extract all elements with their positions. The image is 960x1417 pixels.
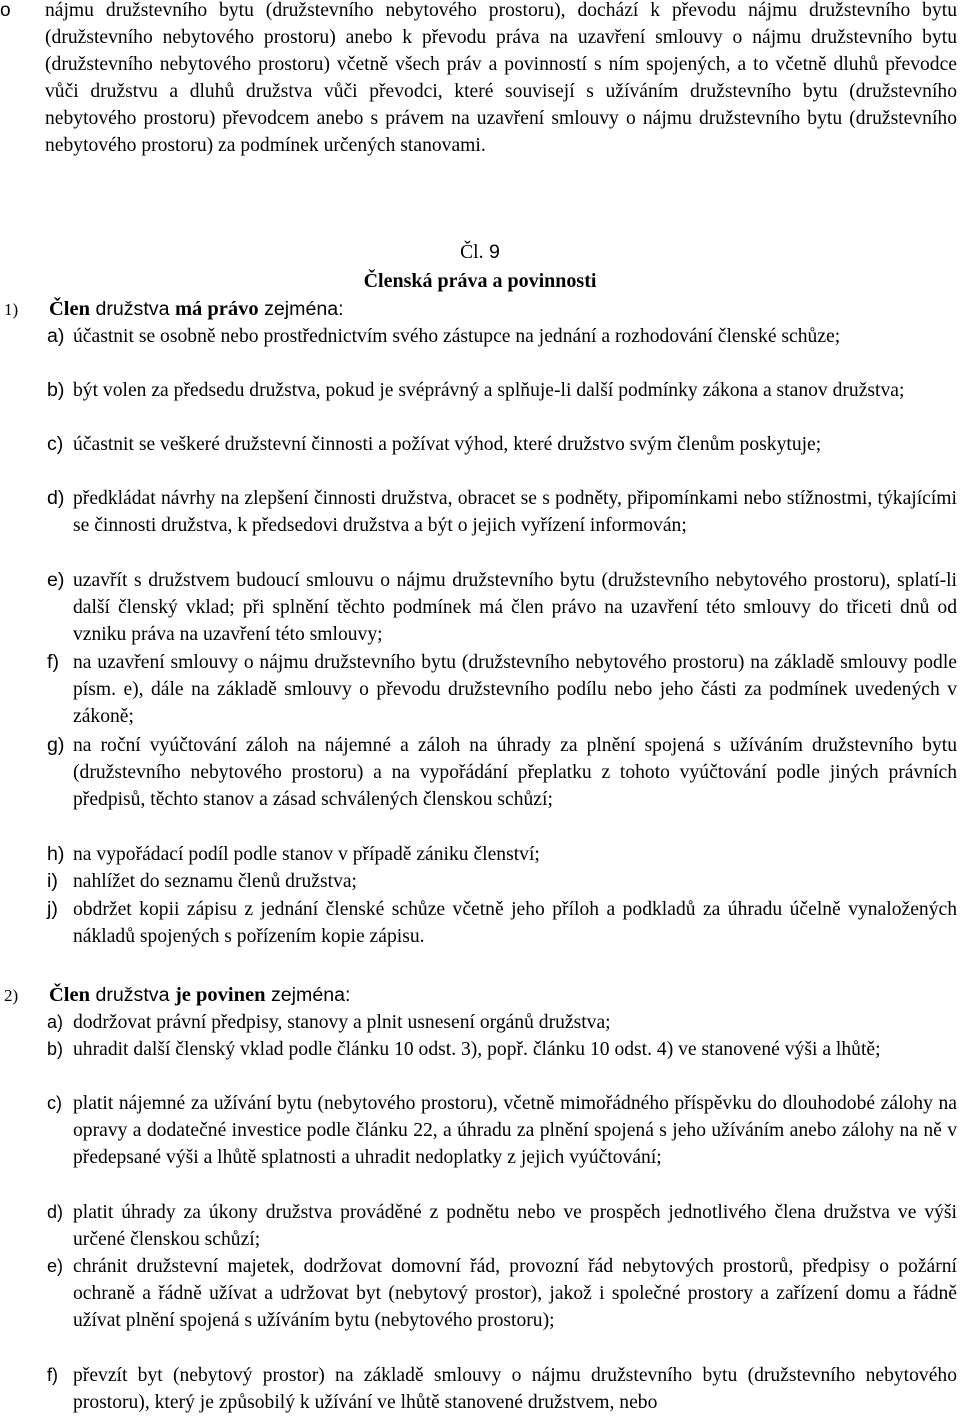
item-text: převzít byt (nebytový prostor) na základě smlouvy o nájmu družstevního bytu (družstevního nebytového prostoru), který je způsobilý k užívání ve lhůtě stanovené družstvem, nebo bbox=[73, 1365, 957, 1414]
section-2-subject: Člen bbox=[49, 984, 90, 1006]
item-text: chránit družstevní majetek, dodržovat domovní řád, provozní řád nebytových prostorů, předpisy o požární ochraně a řádně užívat a udržovat byt (nebytový prostor), jakož i společné prostory a zařízení domu a řádně užívat plnění spojená s užíváním bytu (nebytového prostoru); bbox=[73, 1256, 957, 1332]
section-1-number: 1) bbox=[4, 300, 19, 319]
list-item bbox=[47, 1036, 957, 1063]
intro-text: nájmu družstevního bytu (družstevního nebytového prostoru), dochází k převodu nájmu družstevního bytu (družstevního nebytového prostoru) anebo k převodu práva na uzavření smlouvy o nájmu družstevního bytu (družstevního nebytového prostoru) včetně všech práv a povinností s ním spojených, a to včetně dluhů převodce vůči družstvu a dluhů družstva vůči převodci, které souvisejí s užíváním družstevního bytu (družstevního nebytového prostoru) převodcem anebo s právem na uzavření smlouvy o nájmu družstevního bytu (družstevního nebytového prostoru) za podmínek určených stanovami. bbox=[45, 0, 957, 157]
list-item bbox=[47, 567, 957, 648]
item-letter: f) bbox=[47, 1365, 58, 1385]
item-letter: a) bbox=[47, 325, 65, 347]
item-text: uzavřít s družstvem budoucí smlouvu o nájmu družstevního bytu (družstevního nebytového prostoru), splatí-li další členský vklad; při splnění těchto podmínek má člen právo na uzavření této smlouvy do třiceti dnů od vzniku práva na uzavření této smlouvy; bbox=[73, 570, 957, 646]
item-letter: g) bbox=[47, 734, 65, 756]
section-2-tail: zejména: bbox=[265, 984, 351, 1006]
section-2-number: 2) bbox=[4, 986, 19, 1005]
article-number-value: 9 bbox=[488, 241, 500, 263]
list-item bbox=[47, 377, 957, 404]
item-text: předkládat návrhy na zlepšení činnosti družstva, obracet se s podněty, připomínkami nebo stížnostmi, týkajícími se činnosti družstva, k předsedovi družstva a být o jejich vyřízení informován; bbox=[73, 488, 957, 537]
item-text: účastnit se osobně nebo prostřednictvím svého zástupce na jednání a rozhodování členské schůze; bbox=[73, 326, 841, 347]
article-prefix: Čl. bbox=[460, 242, 484, 263]
item-text: na uzavření smlouvy o nájmu družstevního bytu (družstevního nebytového prostoru) na základě smlouvy podle písm. e), dále na základě smlouvy o převodu družstevního podílu nebo jeho části za podmínek uvedených v zákoně; bbox=[73, 652, 957, 728]
item-letter: c) bbox=[47, 433, 64, 455]
item-letter: b) bbox=[47, 1039, 64, 1059]
intro-paragraph bbox=[0, 0, 957, 160]
item-text: platit úhrady za úkony družstva prováděné z podnětu nebo ve prospěch jednotlivého člena družstva ve výši určené členskou schůzí; bbox=[73, 1202, 957, 1251]
item-text: uhradit další členský vklad podle článku 10 odst. 3), popř. článku 10 odst. 4) ve stanovené výši a lhůtě; bbox=[73, 1039, 881, 1060]
item-letter: b) bbox=[47, 379, 65, 401]
list-item bbox=[47, 649, 957, 730]
section-1-tail: zejména: bbox=[258, 298, 344, 320]
article-title: Členská práva a povinnosti bbox=[363, 270, 597, 292]
item-text: být volen za předsedu družstva, pokud je svéprávný a splňuje-li další podmínky zákona a stanov družstva; bbox=[73, 380, 905, 401]
section-2-middle: družstva bbox=[90, 984, 175, 1006]
item-letter: j) bbox=[47, 898, 58, 920]
item-letter: e) bbox=[47, 1256, 64, 1276]
item-letter: h) bbox=[47, 843, 65, 865]
list-item bbox=[47, 841, 957, 868]
list-item bbox=[47, 1199, 957, 1253]
intro-lead-word: o bbox=[0, 0, 11, 21]
list-item bbox=[47, 485, 957, 539]
list-item bbox=[47, 896, 957, 950]
item-text: na vypořádací podíl podle stanov v případě zániku členství; bbox=[73, 844, 540, 865]
item-letter: f) bbox=[47, 651, 59, 673]
section-1-middle: družstva bbox=[90, 298, 175, 320]
item-text: dodržovat právní předpisy, stanovy a plnit usnesení orgánů družstva; bbox=[73, 1012, 611, 1033]
list-item bbox=[47, 1362, 957, 1416]
item-letter: a) bbox=[47, 1012, 64, 1032]
section-1-verb: má právo bbox=[174, 298, 259, 320]
list-item bbox=[47, 1253, 957, 1334]
article-number bbox=[0, 239, 960, 266]
item-letter: d) bbox=[47, 487, 65, 509]
section-1-subject: Člen bbox=[49, 298, 90, 320]
list-item bbox=[47, 431, 957, 458]
list-item bbox=[47, 868, 957, 895]
list-item bbox=[47, 1009, 957, 1036]
item-text: účastnit se veškeré družstevní činnosti a požívat výhod, které družstvo svým členům poskytuje; bbox=[73, 434, 822, 455]
item-text: obdržet kopii zápisu z jednání členské schůze včetně jeho příloh a podkladů za úhradu účelně vynaložených nákladů spojených s pořízením kopie zápisu. bbox=[73, 899, 957, 948]
item-letter: d) bbox=[47, 1202, 64, 1222]
item-letter: e) bbox=[47, 569, 65, 591]
item-text: platit nájemné za užívání bytu (nebytového prostoru), včetně mimořádného příspěvku do dlouhodobé zálohy na opravy a dodatečné investice podle článku 22, a úhradu za plnění spojená s jeho užíváním anebo zálohy na ně v předepsané výši a lhůtě splatnosti a uhradit nedoplatky z jejich vyúčtování; bbox=[73, 1093, 957, 1169]
item-text: na roční vyúčtování záloh na nájemné a záloh na úhrady za plnění spojená s užíváním družstevního bytu (družstevního nebytového prostoru) a na vypořádání přeplatku z tohoto vyúčtování podle jiných právních předpisů, těchto stanov a zásad schválených členskou schůzí; bbox=[73, 735, 957, 811]
list-item bbox=[47, 732, 957, 813]
item-letter: c) bbox=[47, 1093, 62, 1113]
list-item bbox=[47, 1090, 957, 1171]
list-item bbox=[47, 323, 957, 350]
item-text: nahlížet do seznamu členů družstva; bbox=[73, 871, 358, 892]
section-2-verb: je povinen bbox=[174, 984, 266, 1006]
item-letter: i) bbox=[47, 870, 58, 892]
